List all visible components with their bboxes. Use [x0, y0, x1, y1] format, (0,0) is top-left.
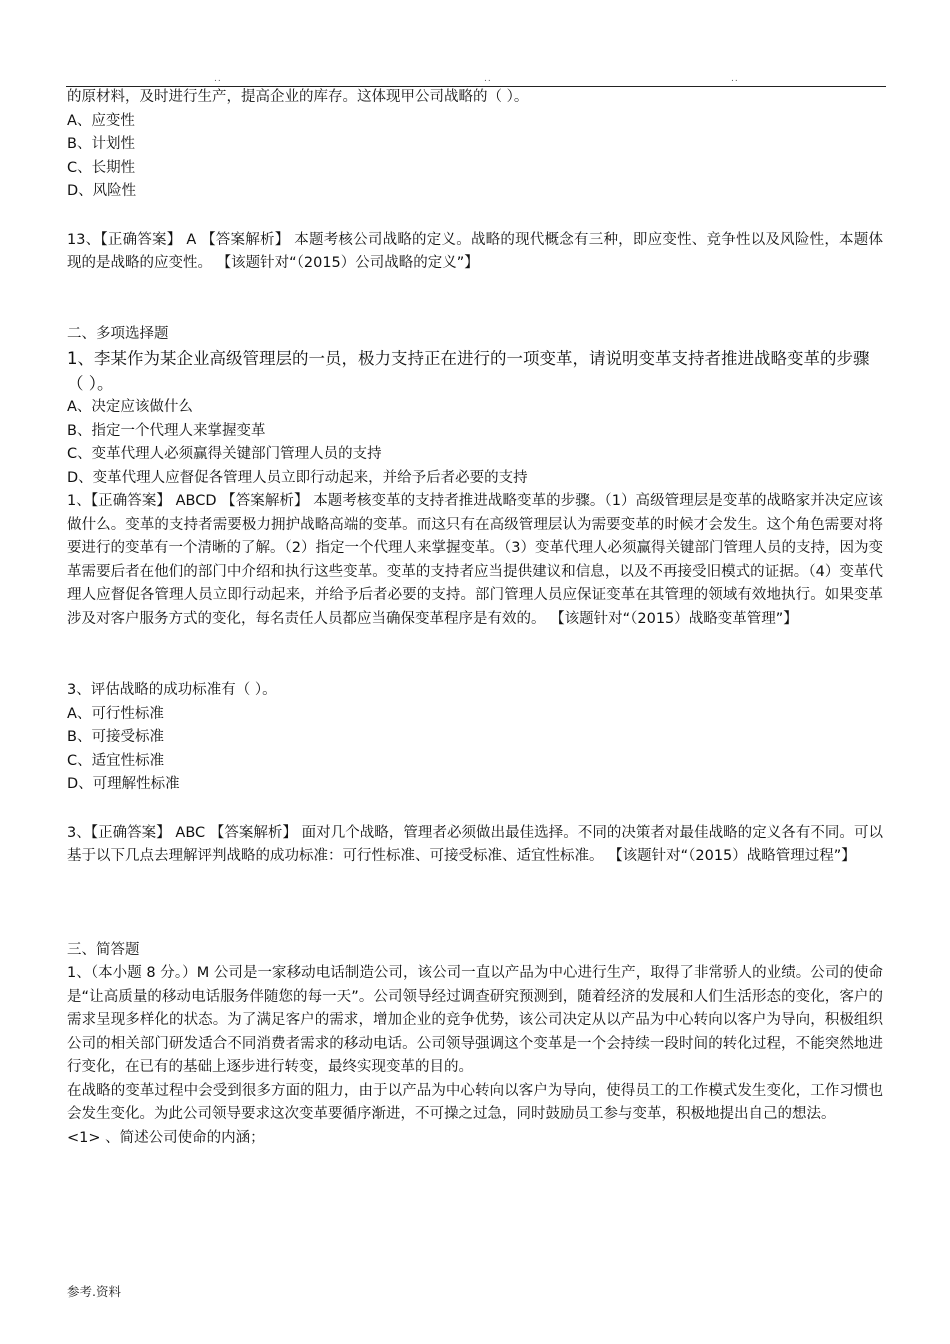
s3-q1-paragraph-1: 1、（本小题 8 分。）M 公司是一家移动电话制造公司，该公司一直以产品为中心进行生产，取得了非常骄人的业绩。公司的使命是“让高质量的移动电话服务伴随您的每一天”。公司领导经过调查研究预测到，随着经济的发展和人们生活形态的变化，客户的需求呈现多样化的状态。为了满足客户的需求，增加企业的竞争优势，该公司决定从以产品为中心转向以客户为导向，积极组织公司的相关部门研发适合不同消费者需求的移动电话。公司领导强调这个变革是一个会持续一段时间的转化过程，不能突然地进行变化，在已有的基础上逐步进行转变，最终实现变革的目的。	[67, 965, 883, 1075]
q13-stem-tail: 的原材料，及时进行生产，提高企业的库存。这体现甲公司战略的（ ）。	[67, 89, 529, 105]
page-footer: 参考.资料	[67, 1284, 121, 1299]
s2-q1-option-a: A、决定应该做什么	[67, 399, 193, 415]
s2-q1-stem: 1、李某作为某企业高级管理层的一员，极力支持正在进行的一项变革，请说明变革支持者推进战略变革的步骤（ ）。	[67, 349, 870, 393]
q13-option-b: B、计划性	[67, 136, 135, 152]
header-mark-2: ..	[484, 74, 492, 84]
s2-q3-answer: 3、【正确答案】 ABC 【答案解析】 面对几个战略，管理者必须做出最佳选择。不同的决策者对最佳战略的定义各有不同。可以基于以下几点去理解评判战略的成功标准：可行性标准、可接受标准、适宜性标准。 【该题针对“（2015）战略管理过程”】	[67, 824, 883, 864]
header-mark-3: ..	[731, 74, 739, 84]
section3-title: 三、简答题	[67, 941, 140, 958]
s2-q3-option-b: B、可接受标准	[67, 729, 164, 745]
s2-q3-option-a: A、可行性标准	[67, 705, 164, 722]
header-mark-1: ..	[214, 74, 222, 84]
s2-q3-option-c: C、适宜性标准	[67, 752, 165, 769]
q13-answer: 13、【正确答案】 A 【答案解析】 本题考核公司战略的定义。战略的现代概念有三种，即应变性、竞争性以及风险性，本题体现的是战略的应变性。 【该题针对“（2015）公司战略的定义”】	[67, 231, 883, 271]
s2-q1-option-b: B、指定一个代理人来掌握变革	[67, 422, 266, 439]
s2-q1-answer: 1、【正确答案】 ABCD 【答案解析】 本题考核变革的支持者推进战略变革的步骤。（1）高级管理层是变革的战略家并决定应该做什么。变革的支持者需要极力拥护战略高端的变革。而这只有在高级管理层认为需要变革的时候才会发生。这个角色需要对将要进行的变革有一个清晰的了解。（2）指定一个代理人来掌握变革。（3）变革代理人必须赢得关键部门管理人员的支持，因为变革需要后者在他们的部门中介绍和执行这些变革。变革的支持者应当提供建议和信息，以及不再接受旧模式的证据。（4）变革代理人应督促各管理人员立即行动起来，并给予后者必要的支持。部门管理人员应保证变革在其管理的领域有效地执行。如果变革涉及对客户服务方式的变化，每名责任人员都应当确保变革程序是有效的。 【该题针对“（2015）战略变革管理”】	[67, 493, 883, 627]
q13-option-c: C、长期性	[67, 159, 136, 176]
q13-option-d: D、风险性	[67, 183, 137, 199]
s2-q3-option-d: D、可理解性标准	[67, 776, 180, 792]
s2-q1-option-c: C、变革代理人必须赢得关键部门管理人员的支持	[67, 446, 382, 462]
s2-q3-stem: 3、评估战略的成功标准有（ ）。	[67, 682, 277, 698]
q13-option-a: A、应变性	[67, 112, 135, 129]
document-body	[67, 86, 883, 1150]
s3-q1-paragraph-2: 在战略的变革过程中会受到很多方面的阻力，由于以产品为中心转向以客户为导向，使得员工的工作模式发生变化，工作习惯也会发生变化。为此公司领导要求这次变革要循序渐进，不可操之过急，同时鼓励员工参与变革，积极地提出自己的想法。	[67, 1082, 883, 1122]
s2-q1-option-d: D、变革代理人应督促各管理人员立即行动起来，并给予后者必要的支持	[67, 469, 528, 486]
s3-q1-subquestion-1: <1> 、简述公司使命的内涵；	[67, 1129, 265, 1146]
section2-title: 二、多项选择题	[67, 325, 169, 342]
